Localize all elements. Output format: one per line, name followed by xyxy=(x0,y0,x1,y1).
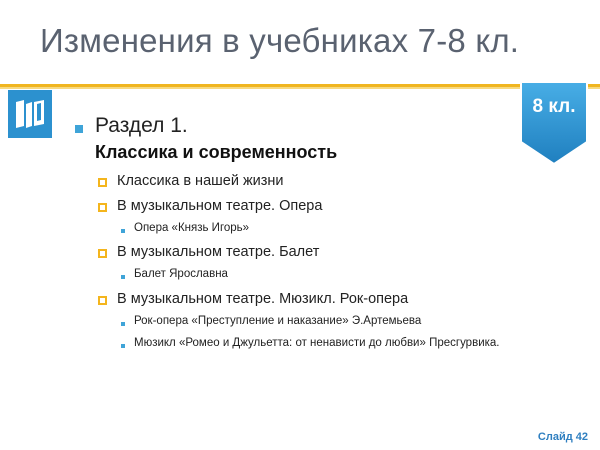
logo-middle-page xyxy=(26,102,32,128)
list-item: В музыкальном театре. Опера xyxy=(117,198,323,214)
sublist-item: Балет Ярославна xyxy=(134,268,228,280)
list-item: В музыкальном театре. Балет xyxy=(117,244,320,260)
list-bullet xyxy=(98,178,107,187)
list-bullet xyxy=(98,203,107,212)
sublist-bullet xyxy=(121,275,125,279)
section-subheading: Классика и современность xyxy=(95,142,338,162)
list-item: В музыкальном театре. Мюзикл. Рок-опера xyxy=(117,291,409,307)
logo-right-cut xyxy=(37,103,41,121)
sublist-bullet xyxy=(121,322,125,326)
list-bullet xyxy=(98,249,107,258)
sublist-item: Мюзикл «Ромео и Джульетта: от ненависти до любви» Пресгурвика. xyxy=(134,337,500,349)
slide-title: Изменения в учебниках 7-8 кл. xyxy=(40,22,520,59)
section-heading: Раздел 1. xyxy=(95,114,188,137)
sublist-item: Опера «Князь Игорь» xyxy=(134,222,250,234)
publisher-logo-icon xyxy=(8,90,52,138)
badge-label: 8 кл. xyxy=(532,96,576,117)
logo-svg xyxy=(8,90,52,138)
sublist-bullet xyxy=(121,229,125,233)
badge-shape xyxy=(521,82,587,164)
title-divider xyxy=(0,84,600,87)
slide-number: Слайд 42 xyxy=(537,431,588,443)
badge-ribbon-icon xyxy=(519,82,589,165)
grade-badge xyxy=(519,82,589,165)
list-item: Классика в нашей жизни xyxy=(117,173,284,189)
list-bullet xyxy=(98,296,107,305)
section-bullet xyxy=(75,125,83,133)
sublist-item: Рок-опера «Преступление и наказание» Э.Артемьева xyxy=(134,315,422,327)
sublist-bullet xyxy=(121,344,125,348)
logo-left-page xyxy=(16,100,24,128)
